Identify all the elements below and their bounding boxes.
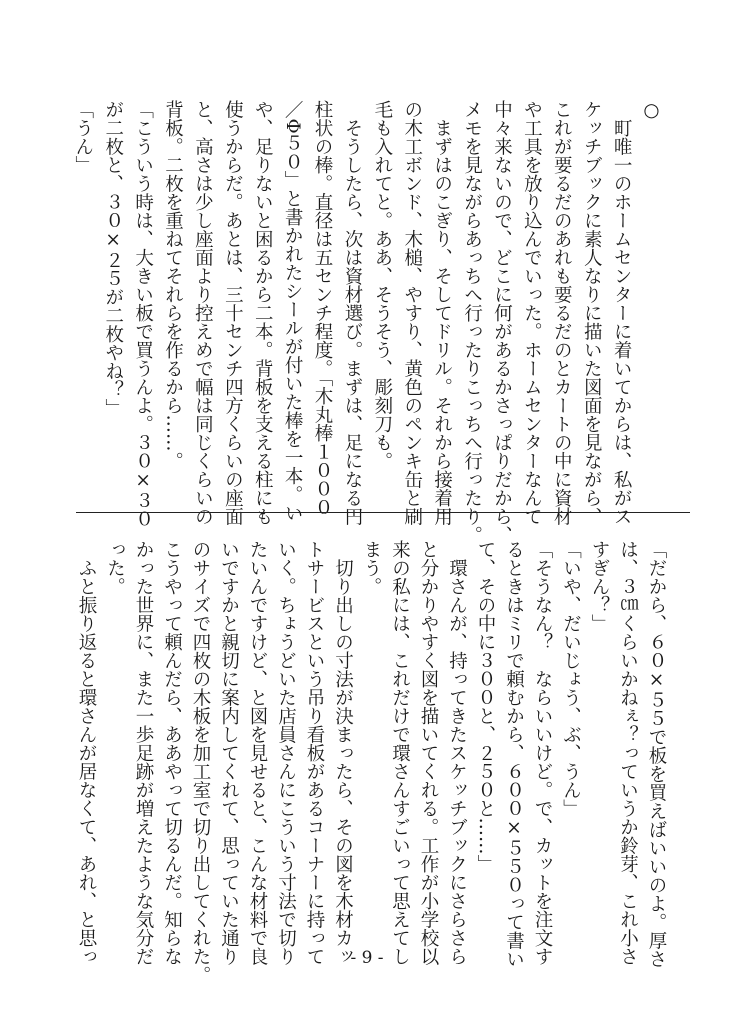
text-column: まずはのこぎり、そしてドリル。それから接着用 [431, 100, 453, 526]
text-column: これが要るだのあれも要るだのとカートの中に資材 [551, 100, 573, 526]
text-column: かった世界に、また一歩足跡が増えたような気分だ [133, 540, 154, 966]
text-column: ふと振り返ると環さんが居なくて、あれ、と思っ [76, 540, 97, 966]
text-column: ○ [641, 100, 662, 121]
text-column: 背板。二枚を重ねてそれらを作るから……。 [162, 100, 184, 470]
text-column: トサービスという吊り看板があるコーナーに持って [304, 540, 325, 966]
text-column: 毛も入れてと。ああ、そうそう、彫刻刀も。 [371, 100, 393, 470]
text-column: が二枚と、３０×２５が二枚やね？」 [102, 100, 124, 417]
text-column: 「うん」 [72, 100, 94, 174]
section-divider [76, 512, 690, 513]
text-column: るときはミリで頼むから、６００×５５０って書い [503, 540, 525, 968]
text-column: と分かりやすく図を描いてくれる。工作が小学校以 [418, 540, 439, 966]
text-column: 「だから、６０×５５で板を買えばいいのよ。厚さ [646, 540, 667, 968]
text-column: った。 [104, 540, 126, 596]
text-column: こうやって頼んだら、ああやって切るんだ。知らな [161, 540, 183, 966]
text-column: は、３㎝くらいかねぇ？っていうか鈴芽、これ小さ [617, 540, 639, 966]
text-column: いく。ちょうどいた店員さんにこういう寸法で切り [275, 540, 297, 966]
text-column: 切り出しの寸法が決まったら、その図を木材カッ [332, 540, 354, 966]
bottom-text-section [72, 540, 671, 984]
text-column: ／Φ５０」と書かれたシールが付いた棒を一本。い [282, 100, 304, 523]
text-column: 町唯一のホームセンターに着いてからは、私がス [611, 100, 633, 526]
text-column: まう。 [361, 540, 382, 596]
text-column: 柱状の棒。直径は五センチ程度。「木丸棒１０００ [312, 100, 334, 517]
text-column: て、その中に３００と、２５０と……」 [475, 540, 496, 873]
text-column: や工具を放り込んでいった。ホームセンターなんて [521, 100, 543, 526]
text-column: すぎん？」 [589, 540, 610, 633]
text-column: 中々来ないので、どこに何があるかさっぱりだから、 [491, 100, 513, 544]
text-column: や、足りないと困るから二本。背板を支える柱にも [252, 100, 274, 526]
text-column: メモを見ながらあっちへ行ったりこっちへ行ったり。 [461, 100, 483, 544]
text-column: と、高さは少し座面より控えめで幅は同じくらいの [192, 100, 214, 526]
text-column: ケッチブックに素人なりに描いた図面を見ながら、 [581, 100, 603, 526]
text-column: そうしたら、次は資材選び。まずは、足になる円 [341, 100, 363, 526]
page-number: - 9 - [350, 948, 384, 968]
text-column: 「いや、だいじょう、ぶ、うん」 [560, 540, 582, 818]
text-column: 来の私には、これだけで環さんすごいって思えてし [389, 540, 411, 966]
text-column: 「そうなん？ ならいいけど。で、カットを注文す [532, 540, 553, 966]
text-column: のサイズで四枚の木板を加工室で切り出してくれた。 [190, 540, 211, 984]
text-column: いですかと親切に案内してくれて、思っていた通り [218, 540, 240, 966]
text-column: 使うからだ。あとは、三十センチ四方くらいの座面 [222, 100, 244, 526]
top-text-section [68, 100, 666, 544]
text-column: 環さんが、持ってきたスケッチブックにさらさら [446, 540, 468, 966]
text-column: 「こういう時は、大きい板で買うんよ。３０×３０ [132, 100, 154, 528]
text-column: の木工ボンド、木槌、やすり、黄色のペンキ缶と刷 [401, 100, 423, 526]
text-column: たいんですけど、と図を見せると、こんな材料で良 [247, 540, 268, 966]
